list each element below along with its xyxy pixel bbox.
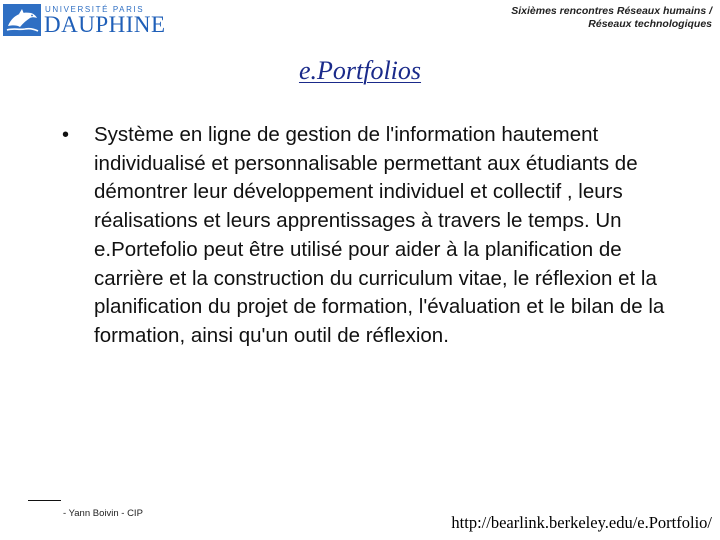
bullet-list: [62, 121, 692, 351]
logo-name: DAUPHINE: [44, 12, 166, 37]
footer-divider: [28, 500, 61, 501]
dolphin-icon: [3, 4, 41, 36]
event-header-line-1: Sixièmes rencontres Réseaux humains /: [511, 5, 712, 17]
footer-author: - Yann Boivin - CIP: [63, 508, 143, 519]
bullet-marker: •: [62, 124, 70, 146]
slide-title: e.Portfolios: [298, 56, 422, 85]
bullet-item: [62, 121, 692, 351]
event-header-line-2: Réseaux technologiques: [588, 18, 712, 30]
event-header: [392, 5, 712, 31]
logo-top-text: UNIVERSITÉ PARIS: [45, 5, 145, 14]
university-logo: [3, 4, 166, 37]
bullet-text: Système en ligne de gestion de l'information hautement individualisé et personnalisable permettant aux étudiants de démontrer leur développement individuel et collectif , leurs réalisations et leurs apprentissages à travers le temps. Un e.Portefolio peut être utilisé pour aider à la planification de carrière et la construction du curriculum vitae, le réflexion et la planification du projet de formation, l'évaluation et le bilan de la formation, ainsi qu'un outil de réflexion.: [94, 123, 665, 347]
footer-url[interactable]: http://bearlink.berkeley.edu/e.Portfolio/: [451, 513, 712, 532]
